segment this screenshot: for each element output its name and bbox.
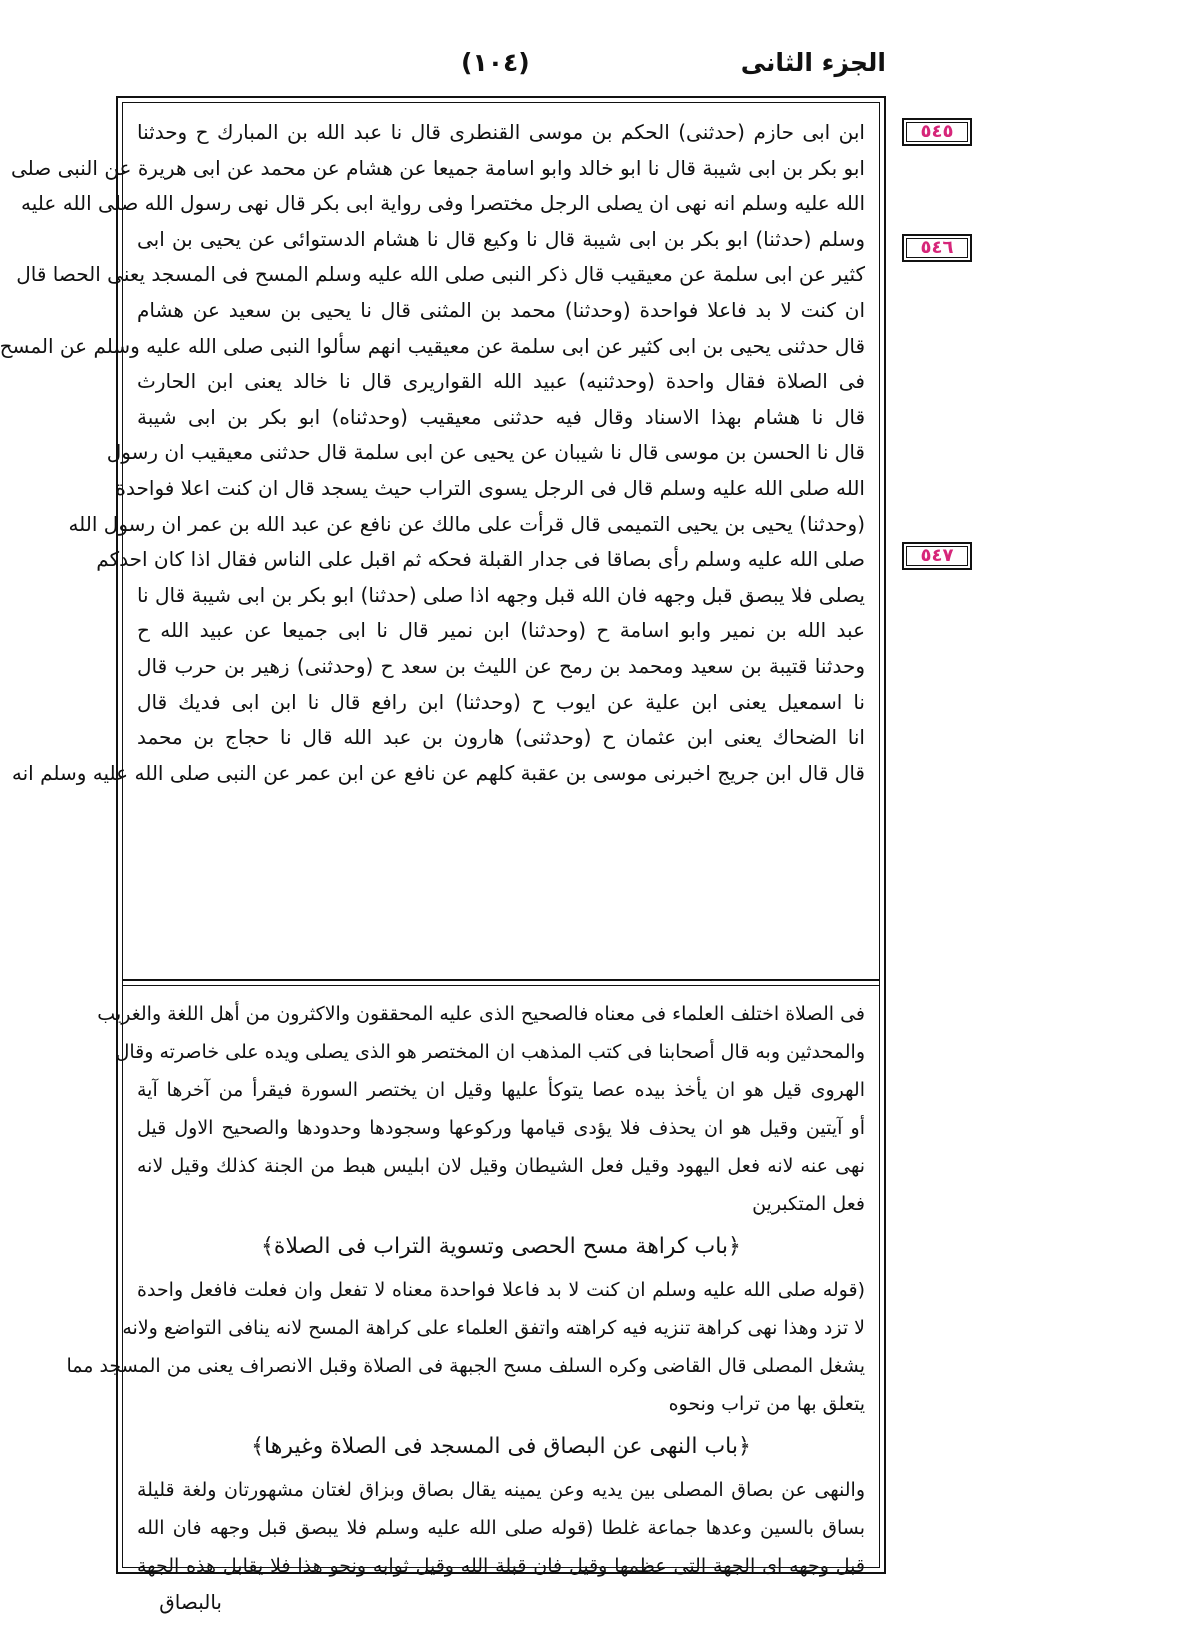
- commentary-line: والنهى عن بصاق المصلى بين يديه وعن يمينه يقال بصاق وبزاق لغتان مشهورتان ولغة قليلة: [137, 1479, 865, 1501]
- chapter-heading-wiping-pebbles: ﴿باب كراهة مسح الحصى وتسوية التراب فى الصلاة﴾: [261, 1234, 741, 1259]
- hadith-line: قال نا الحسن بن موسى قال نا شيبان عن يحيى عن ابى سلمة قال حدثنى معيقيب ان رسول: [106, 440, 865, 465]
- frame-inner-border: [0, 102, 880, 1577]
- commentary-text: [66, 995, 873, 1577]
- commentary-line: فى الصلاة اختلف العلماء فى معناه فالصحيح الذى عليه المحققون والاكثرون من أهل اللغة والغريب: [97, 1003, 865, 1025]
- chapter-heading-spitting: ﴿باب النهى عن البصاق فى المسجد فى الصلاة وغيرها﴾: [251, 1434, 751, 1459]
- commentary-line: (قوله صلى الله عليه وسلم ان كنت لا بد فاعلا فواحدة معناه لا تفعل وان فعلت فافعل واحدة: [137, 1279, 865, 1301]
- commentary-line: يتعلق بها من تراب ونحوه: [668, 1393, 865, 1415]
- section-divider: [123, 979, 879, 981]
- part-title: الجزء الثانى: [740, 48, 886, 77]
- hadith-line: (وحدثنا) يحيى بن يحيى التميمى قال قرأت على مالك عن نافع عن عبد الله بن عمر ان رسول الله: [68, 511, 865, 536]
- hadith-text: [0, 115, 873, 965]
- hadith-line: يصلى فلا يبصق قبل وجهه فان الله قبل وجهه اذا صلى (حدثنا) ابو بكر بن ابى شيبة قال نا: [136, 582, 865, 607]
- commentary-line: لا تزد وهذا نهى كراهة تنزيه فيه كراهته واتفق العلماء على كراهة المسح لانه ينافى التواضع ولانه: [122, 1317, 865, 1339]
- hadith-number-546: ٥٤٦: [902, 234, 972, 262]
- page-header: [116, 44, 886, 88]
- hadith-line: الله عليه وسلم انه نهى ان يصلى الرجل مختصرا وفى رواية ابى بكر قال نهى رسول الله صلى الله عليه: [21, 191, 865, 216]
- hadith-line: كثير عن ابى سلمة عن معيقيب قال ذكر النبى صلى الله عليه وسلم المسح فى المسجد يعنى الحصا قال: [16, 262, 865, 287]
- hadith-line: ان كنت لا بد فاعلا فواحدة (وحدثنا) محمد بن المثنى قال نا يحيى بن سعيد عن هشام: [137, 297, 865, 322]
- hadith-line: نا اسمعيل يعنى ابن علية عن ايوب ح (وحدثنا) ابن رافع قال نا ابن ابى فديك قال: [137, 689, 865, 714]
- footer-catchword: بالبصاق: [159, 1590, 222, 1614]
- hadith-line: انا الضحاك يعنى ابن عثمان ح (وحدثنى) هارون بن عبد الله قال نا حجاج بن محمد: [137, 725, 865, 750]
- hadith-number-545: ٥٤٥: [902, 118, 972, 146]
- section-divider-inner: [123, 985, 879, 986]
- commentary-line: أو آيتين وقيل هو ان يحذف فلا يؤدى قيامها وركوعها وسجودها وحدودها والصحيح الاول قيل: [137, 1117, 865, 1139]
- hadith-line: صلى الله عليه وسلم رأى بصاقا فى جدار القبلة فحكه ثم اقبل على الناس فقال اذا كان احدكم: [96, 547, 865, 572]
- commentary-line: والمحدثين وبه قال أصحابنا فى كتب المذهب ان المختصر هو الذى يصلى ويده على خاصرته وقال: [115, 1041, 865, 1063]
- hadith-line: الله صلى الله عليه وسلم قال فى الرجل يسوى التراب حيث يسجد قال ان كنت اعلا فواحدة: [115, 475, 865, 500]
- hadith-line: قال قال ابن جريج اخبرنى موسى بن عقبة كلهم عن نافع عن ابن عمر عن النبى صلى الله عليه وسلم انه: [11, 760, 865, 785]
- page-number: (١٠٤): [461, 48, 530, 77]
- hadith-line: قال حدثنى يحيى بن ابى كثير عن ابى سلمة عن معيقيب انهم سألوا النبى صلى الله عليه وسلم عن المسح: [0, 333, 865, 358]
- commentary-line: قبل وجهه اى الجهة التى عظمها وقيل فان قبلة الله وقيل ثوابه ونحو هذا فلا يقابل هذه الجهة: [137, 1555, 865, 1577]
- hadith-line: عبد الله بن نمير وابو اسامة ح (وحدثنا) ابن نمير قال نا ابى جميعا عن عبيد الله ح: [137, 618, 865, 643]
- commentary-line: الهروى قيل هو ان يأخذ بيده عصا يتوكأ عليها وقيل ان يختصر السورة فيقرأ من آخرها آية: [137, 1079, 865, 1101]
- commentary-line: فعل المتكبرين: [752, 1193, 865, 1215]
- hadith-line: ابو بكر بن ابى شيبة قال نا ابو خالد وابو اسامة جميعا عن هشام عن محمد عن ابى هريرة عن النبى صلى: [10, 155, 865, 180]
- hadith-line: وحدثنا قتيبة بن سعيد ومحمد بن رمح عن الليث بن سعد ح (وحدثنى) زهير بن حرب قال: [137, 653, 865, 678]
- hadith-line: قال نا هشام بهذا الاسناد وقال فيه حدثنى معيقيب (وحدثناه) ابو بكر بن ابى شيبة: [137, 404, 865, 429]
- hadith-line: فى الصلاة فقال واحدة (وحدثنيه) عبيد الله القواريرى قال نا خالد يعنى ابن الحارث: [137, 369, 865, 394]
- hadith-line: ابن ابى حازم (حدثنى) الحكم بن موسى القنطرى قال نا عبد الله بن المبارك ح وحدثنا: [137, 120, 865, 144]
- page-frame: [0, 96, 886, 1577]
- hadith-number-547: ٥٤٧: [902, 542, 972, 570]
- commentary-line: بساق بالسين وعدها جماعة غلطا (قوله صلى الله عليه وسلم فلا يبصق قبل وجهه فان الله: [137, 1517, 865, 1539]
- commentary-line: يشغل المصلى قال القاضى وكره السلف مسح الجبهة فى الصلاة وقبل الانصراف يعنى من المسجد مما: [66, 1355, 865, 1377]
- hadith-line: وسلم (حدثنا) ابو بكر بن ابى شيبة قال نا وكيع قال نا هشام الدستوائى عن يحيى بن ابى: [137, 226, 865, 251]
- commentary-line: نهى عنه لانه فعل اليهود وقيل فعل الشيطان وقيل لان ابليس هبط من الجنة كذلك وقيل لانه: [137, 1155, 865, 1177]
